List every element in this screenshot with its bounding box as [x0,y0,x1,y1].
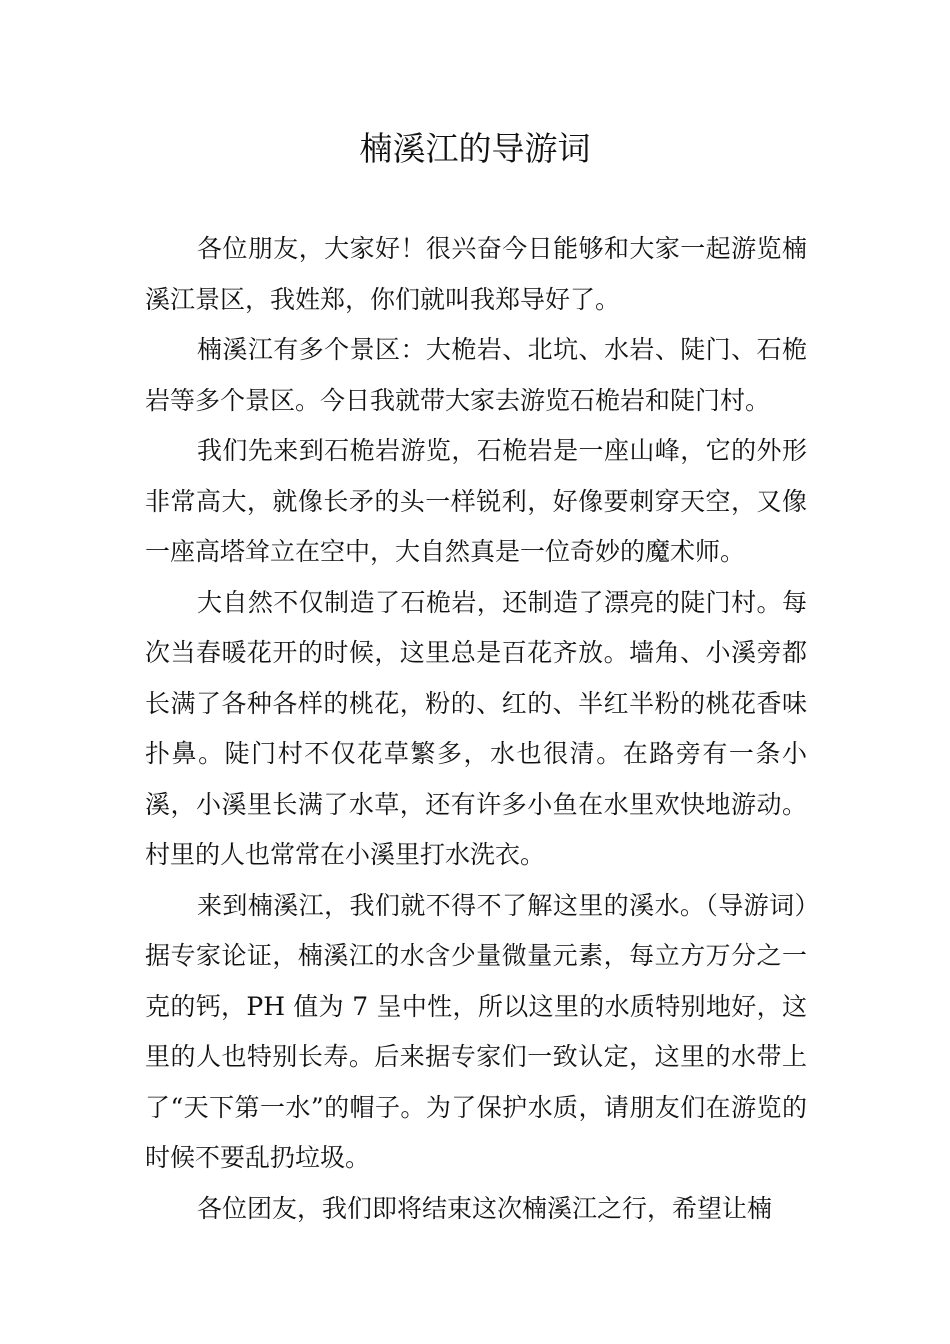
paragraph-river-water: 来到楠溪江，我们就不得不了解这里的溪水。（导游词）据专家论证，楠溪江的水含少量微量元素，每立方万分之一克的钙，PH 值为 7 呈中性，所以这里的水质特别地好，这里的人也特别长寿。后来据专家们一致认定，这里的水带上了“天下第一水”的帽子。为了保护水质，请朋友们在游览的时候不要乱扔垃圾。 [145,890,807,1172]
paragraph-scenic-areas: 楠溪江有多个景区：大桅岩、北坑、水岩、陡门、石桅岩等多个景区。今日我就带大家去游览石桅岩和陡门村。 [145,335,807,415]
paragraph-greeting: 各位朋友，大家好！很兴奋今日能够和大家一起游览楠溪江景区，我姓郑，你们就叫我郑导好了。 [145,234,807,314]
paragraph-shiweiyan: 我们先来到石桅岩游览，石桅岩是一座山峰，它的外形非常高大，就像长矛的头一样锐利，好像要刺穿天空，又像一座高塔耸立在空中，大自然真是一位奇妙的魔术师。 [145,436,807,566]
paragraph-doumen-village: 大自然不仅制造了石桅岩，还制造了漂亮的陡门村。每次当春暖花开的时候，这里总是百花齐放。墙角、小溪旁都长满了各种各样的桃花，粉的、红的、半红半粉的桃花香味扑鼻。陡门村不仅花草繁多，水也很清。在路旁有一条小溪，小溪里长满了水草，还有许多小鱼在水里欢快地游动。村里的人也常常在小溪里打水洗衣。 [145,587,807,869]
document-title: 楠溪江的导游词 [359,129,591,168]
document-body [145,224,807,1234]
paragraph-closing: 各位团友，我们即将结束这次楠溪江之行，希望让楠 [197,1193,773,1223]
